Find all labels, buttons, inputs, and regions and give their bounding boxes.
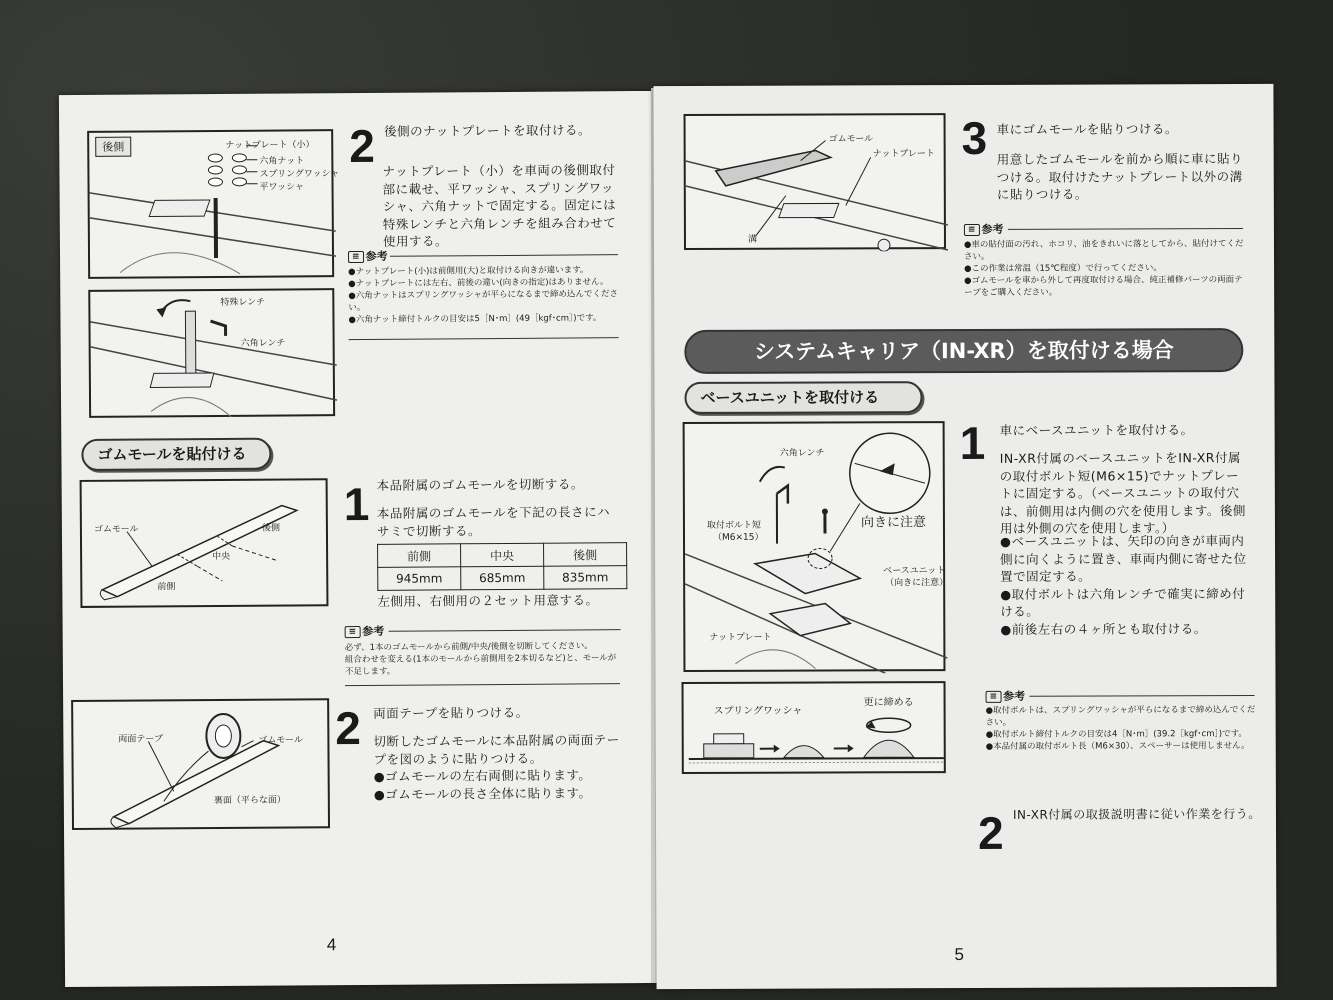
note-line: ●取付ボルトは、スプリングワッシャが平らになるまで締め込んでください。 [985,704,1256,728]
table-header-front: 前側 [378,544,461,568]
table-cell-front: 945mm [378,567,461,591]
note-rule [390,254,618,257]
note-line: 必ず、1本のゴムモールから前側/中央/後側を切断してください。 [344,641,593,654]
label-center: 中央 [212,551,231,563]
step-body: IN-XR付属のベースユニットをIN-XR付属の取付ボルト短(M6×15)でナットプレートに固定する。（ベースユニットの取付穴は、前側用は内側の穴を使用します。後側用は外側の穴を使用します。） [999,450,1246,536]
note-bottom-rule [349,337,619,340]
note-rule [389,629,621,632]
label-mounting-bolt-short: 取付ボルト短 [706,520,761,531]
table-header-rear: 後側 [544,543,627,567]
note-rule [1008,228,1243,230]
bullet-item: ●ゴムモールの長さ全体に貼ります。 [373,784,592,802]
note-heading [345,623,385,639]
bullet-item: ●取付ボルトは六角レンチで確実に締め付ける。 [1000,585,1246,619]
step-bullets [374,766,634,803]
bullet-item: ●前後左右の４ヶ所とも取付ける。 [1000,620,1207,637]
section-heading-base-unit: ベースユニットを取付ける [684,381,922,414]
label-base-unit: ベースユニット [883,566,946,577]
table-header-center: 中央 [461,543,544,567]
note-body [986,704,1261,753]
note-heading [964,221,1004,237]
note-rule [1030,695,1255,697]
label-double-sided-tape: 両面テープ [118,734,163,745]
step-body: ナットプレート（小）を車両の後側取付部に載せ、平ワッシャ、スプリングワッシャ、六角ナットで固定する。固定には特殊レンチと六角レンチを組み合わせて使用する。 [382,162,617,249]
figure-rear-nut-plate [87,129,340,279]
figure-double-sided-tape [71,698,330,830]
note-line: ●六角ナットはスプリングワッシャが平らになるまで締め込んでください。 [348,289,618,314]
step-title: 両面テープを貼りつける。 [373,704,529,721]
label-nut-plate: ナットプレート [872,149,935,160]
note-line: 組合わせを変える(1本のモールから前側用を2本切るなど)と、モールが不足します。 [344,653,617,678]
step-body: 切断したゴムモールに本品附属の両面テープを図のように貼りつける。 [373,732,620,767]
label-rubber-molding: ゴムモール [93,524,139,535]
label-nut-plate-small: ナットプレート（小） [225,140,315,151]
note-heading-text: 参考 [365,249,388,263]
figure-rubber-molding-drawing [82,480,331,610]
label-front: 前側 [157,582,176,593]
note-heading-text: 参考 [362,624,385,638]
section-heading-rubber-molding: ゴムモールを貼付ける [81,438,271,471]
step-body: 用意したゴムモールを前から順に車に貼りつける。取付けたナットプレート以外の溝に貼りつける。 [996,151,1243,202]
note-body [345,640,620,678]
note-bottom-rule [345,683,620,686]
label-rubber-molding: ゴムモール [258,735,303,746]
manual-page-left [59,91,658,987]
bullet-item: ●ベースユニットは、矢印の向きが車両内側に向くように置き、車両内側に寄せた位置で固定する。 [999,533,1247,584]
step-body: 本品附属のゴムモールを下記の長さにハサミで切断する。 [376,504,611,539]
step-number-2: 2 [977,806,1004,859]
label-tighten-more: 更に締める [863,697,914,709]
label-rubber-molding: ゴムモール [828,134,874,145]
manual-page-right [653,84,1276,989]
note-heading-text: 参考 [1003,689,1026,703]
label-bolt-size: （M6×15） [712,532,764,543]
label-mind-direction: 向きに注意 [860,515,926,531]
note-heading [986,688,1026,704]
cut-length-table [377,542,627,591]
figure-base-unit [683,421,949,672]
note-heading [348,248,388,264]
label-nut-plate: ナットプレート [709,632,772,643]
step-number-1: 1 [343,477,370,531]
label-groove: 溝 [747,234,757,245]
page-number: 5 [954,945,964,965]
figure-wrench [88,288,335,418]
section-banner-in-xr: システムキャリア（IN-XR）を取付ける場合 [684,328,1243,374]
label-base-unit-direction: （向きに注意） [885,578,949,589]
note-icon: ≡ [345,626,361,638]
step-title: IN-XR付属の取扱説明書に従い作業を行う。 [1012,806,1261,822]
step-number-3: 3 [961,111,988,165]
label-hex-wrench: 六角レンチ [240,338,286,349]
step-after-text: 左側用、右側用の２セット用意する。 [377,592,599,609]
bullet-item: ●ゴムモールの左右両側に貼ります。 [373,767,592,784]
label-hex-wrench: 六角レンチ [779,448,825,459]
note-body [964,238,1249,299]
note-body [348,264,618,326]
figure-wrench-drawing [90,290,337,420]
step-title: 本品附属のゴムモールを切断する。 [376,476,584,493]
label-flat-washer: 平ワッシャ [259,182,304,193]
note-line: ●本品付属の取付ボルト長（M6×30）、スペーサーは使用しません。 [985,741,1250,752]
note-line: ●ナットプレート(小)は前側用(大)と取付ける向きが違います。 [348,265,589,278]
note-icon: ≡ [348,251,364,263]
step-title: 後側のナットプレートを取付ける。 [384,122,592,139]
step-bullets [1000,532,1252,638]
step-number-2: 2 [335,701,362,755]
note-line: ●車の貼付面の汚れ、ホコリ、油をきれいに落としてから、貼付けてください。 [963,239,1244,263]
figure-molding-groove [684,113,946,250]
note-icon: ≡ [986,691,1002,703]
step-title: 車にベースユニットを取付ける。 [999,422,1194,438]
note-heading-text: 参考 [981,222,1004,236]
figure-molding-groove-drawing [686,115,948,252]
note-icon: ≡ [964,224,980,236]
note-line: ●六角ナット締付トルクの目安は5［N･m］(49［kgf･cm］)です。 [348,313,602,326]
label-spring-washer: スプリングワッシャ [713,705,803,717]
note-line: ●取付ボルト締付トルクの目安は4［N･m］(39.2［kgf･cm］)です。 [985,729,1247,740]
figure-rubber-molding [80,478,329,608]
step-number-2: 2 [349,119,376,173]
note-line: ●この作業は常温（15℃程度）で行ってください。 [964,263,1162,275]
label-special-wrench: 特殊レンチ [220,297,266,308]
table-cell-center: 685mm [461,566,544,590]
figure-double-sided-tape-drawing [73,700,332,832]
figure-spring-washer [682,681,946,774]
note-line: ●ゴムモールを車から外して再度取付ける場合、純正補修パーツの両面テープをご購入ください。 [964,275,1243,299]
figure-tag-rear: 後側 [95,137,131,157]
step-title: 車にゴムモールを貼りつける。 [996,121,1178,137]
label-hex-nut: 六角ナット [259,156,305,167]
table-cell-rear: 835mm [544,566,627,590]
label-rear: 後側 [261,523,280,534]
label-back-flat-side: 裏面（平らな面） [213,795,286,807]
note-line: ●ナットプレートには左右、前後の違い(向きの指定)はありません。 [348,277,609,290]
label-spring-washer: スプリングワッシャ [259,169,340,180]
page-number: 4 [326,935,337,955]
step-number-1: 1 [959,416,986,470]
